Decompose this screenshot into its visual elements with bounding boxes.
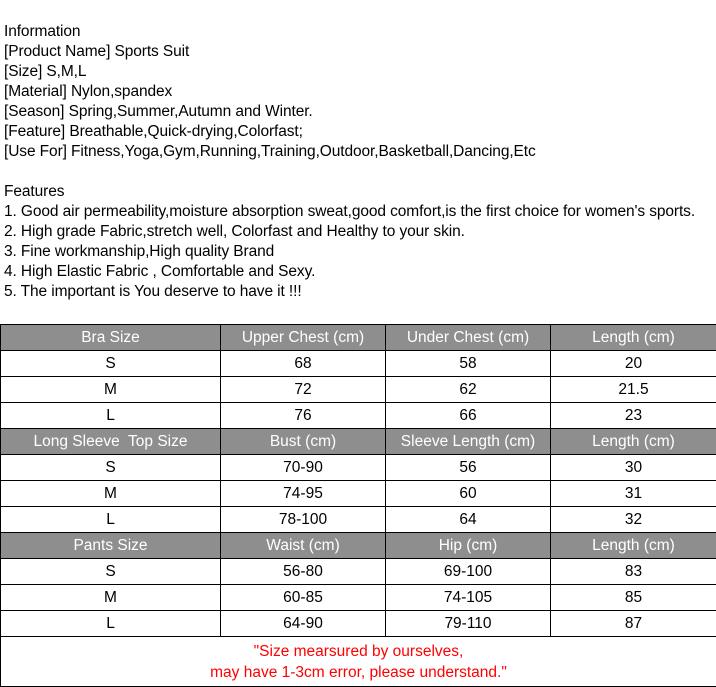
table-row [1,481,716,507]
table-cell: 83 [551,559,716,585]
info-product-name: [Product Name] Sports Suit [4,42,695,62]
table-cell: S [1,351,221,377]
table-cell: S [1,455,221,481]
header-cell: Bra Size [1,325,221,351]
table-cell: 56 [386,455,551,481]
information-heading: Information [4,22,695,42]
table-cell: 68 [221,351,386,377]
table-cell: M [1,481,221,507]
header-cell: Length (cm) [551,325,716,351]
table-cell: S [1,559,221,585]
top-header-row [1,429,716,455]
info-season: [Season] Spring,Summer,Autumn and Winter. [4,102,695,122]
table-row [1,351,716,377]
table-cell: 76 [221,403,386,429]
table-cell: 69-100 [386,559,551,585]
table-cell: 79-110 [386,611,551,637]
measurement-note-row [1,637,716,687]
header-cell: Long Sleeve Top Size [1,429,221,455]
feature-item-2: 2. High grade Fabric,stretch well, Colorfast and Healthy to your skin. [4,222,695,242]
table-cell: 74-105 [386,585,551,611]
feature-item-4: 4. High Elastic Fabric , Comfortable and Sexy. [4,262,695,282]
table-cell: 20 [551,351,716,377]
header-cell: Under Chest (cm) [386,325,551,351]
header-cell: Length (cm) [551,533,716,559]
feature-item-5: 5. The important is You deserve to have it !!! [4,282,695,302]
table-cell: L [1,507,221,533]
table-row [1,403,716,429]
table-row [1,377,716,403]
features-heading: Features [4,182,695,202]
table-cell: 30 [551,455,716,481]
table-cell: L [1,403,221,429]
table-cell: 58 [386,351,551,377]
header-cell: Bust (cm) [221,429,386,455]
table-cell: 74-95 [221,481,386,507]
table-cell: M [1,377,221,403]
table-cell: 60-85 [221,585,386,611]
header-cell: Length (cm) [551,429,716,455]
header-cell: Pants Size [1,533,221,559]
table-cell: 23 [551,403,716,429]
table-cell: 62 [386,377,551,403]
table-cell: 64-90 [221,611,386,637]
table-cell: 60 [386,481,551,507]
table-cell: L [1,611,221,637]
table-cell: 56-80 [221,559,386,585]
table-cell: 66 [386,403,551,429]
header-cell: Hip (cm) [386,533,551,559]
table-cell: M [1,585,221,611]
note-line-1: "Size mearsured by ourselves, [1,641,716,662]
table-cell: 87 [551,611,716,637]
note-line-2: may have 1-3cm error, please understand." [1,662,716,683]
table-cell: 31 [551,481,716,507]
product-description [4,22,695,302]
table-cell: 21.5 [551,377,716,403]
table-cell: 64 [386,507,551,533]
info-use-for: [Use For] Fitness,Yoga,Gym,Running,Training,Outdoor,Basketball,Dancing,Etc [4,142,695,162]
info-feature: [Feature] Breathable,Quick-drying,Colorfast; [4,122,695,142]
table-row [1,455,716,481]
table-cell: 85 [551,585,716,611]
table-row [1,559,716,585]
table-cell: 78-100 [221,507,386,533]
feature-item-1: 1. Good air permeability,moisture absorption sweat,good comfort,is the first choice for women's sports. [4,202,695,222]
info-material: [Material] Nylon,spandex [4,82,695,102]
pants-header-row [1,533,716,559]
header-cell: Waist (cm) [221,533,386,559]
info-size: [Size] S,M,L [4,62,695,82]
table-cell: 32 [551,507,716,533]
table-cell: 70-90 [221,455,386,481]
table-row [1,585,716,611]
bra-header-row [1,325,716,351]
header-cell: Sleeve Length (cm) [386,429,551,455]
measurement-note [1,637,716,687]
table-row [1,507,716,533]
feature-item-3: 3. Fine workmanship,High quality Brand [4,242,695,262]
size-chart-table [0,324,716,687]
table-row [1,611,716,637]
header-cell: Upper Chest (cm) [221,325,386,351]
table-cell: 72 [221,377,386,403]
